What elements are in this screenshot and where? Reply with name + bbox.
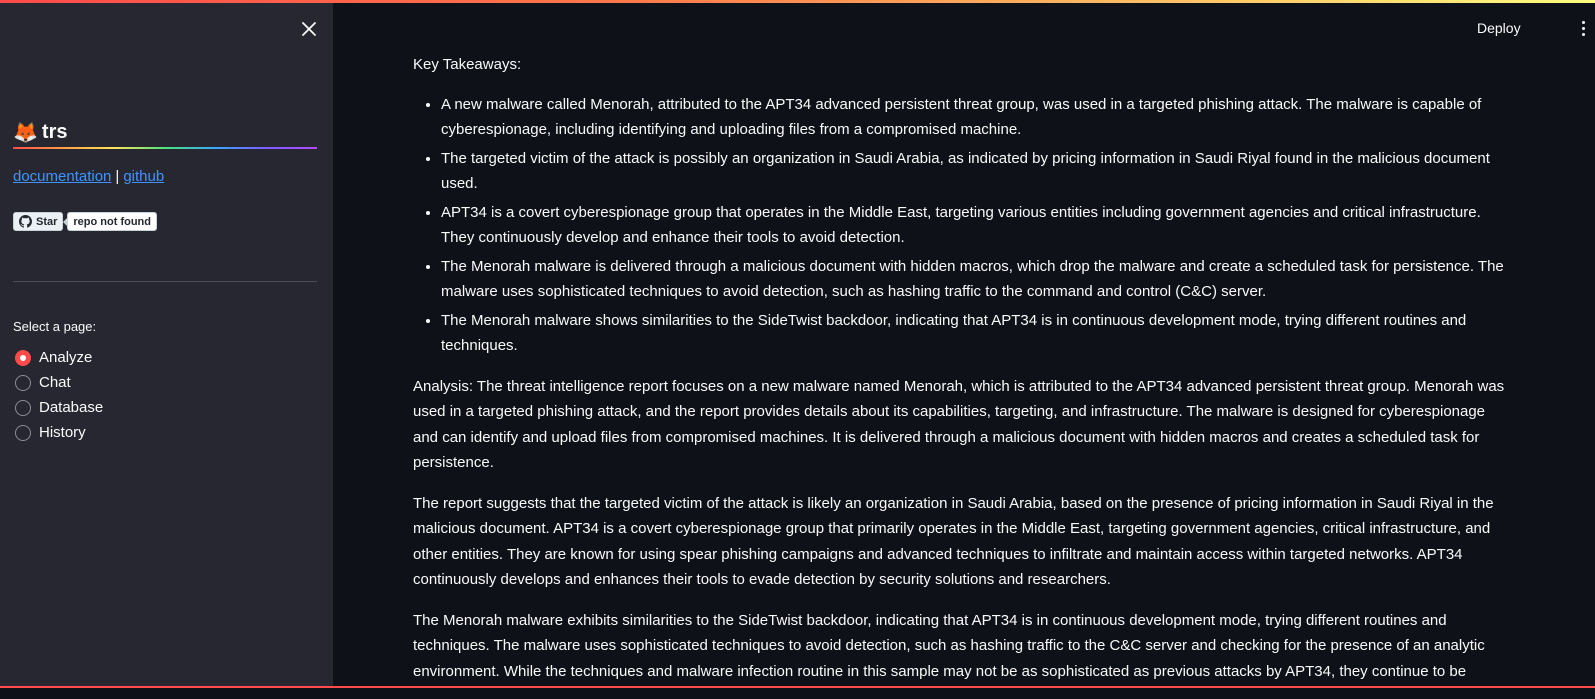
close-icon bbox=[302, 22, 316, 36]
fox-icon: 🦊 bbox=[13, 120, 38, 144]
github-icon bbox=[19, 215, 32, 228]
sidebar-brand bbox=[13, 114, 317, 150]
main-area bbox=[333, 0, 1595, 688]
analysis-paragraph-1: Analysis: The threat intelligence report focuses on a new malware named Menorah, which is attributed to the APT34 advanced persistent threat group. Menorah was used in a targeted phishing attack, and the report provides details about its capabilities, targeting, and infrastructure. The malware is designed for cyberespionage and can identify and upload files from compromised machines. It is delivered through a malicious document with hidden macros and creates a scheduled task for persistence. bbox=[413, 374, 1513, 476]
list-item: • The Menorah malware is delivered through a malicious document with hidden macros, which drop the malware and create a scheduled task for persistence. The malware uses sophisticated techniques to avoid detection, such as hashing traffic to the command and control (C&C) server. bbox=[441, 254, 1513, 305]
radio-unselected-icon bbox=[15, 400, 31, 416]
page-radio-group bbox=[15, 345, 103, 445]
key-takeaways-heading: Key Takeaways: bbox=[413, 52, 1513, 78]
rainbow-divider bbox=[13, 147, 317, 149]
radio-database[interactable] bbox=[15, 395, 103, 420]
sidebar bbox=[0, 0, 333, 688]
radio-label: Database bbox=[39, 399, 103, 416]
list-item: • A new malware called Menorah, attributed to the APT34 advanced persistent threat group, was used in a targeted phishing attack. The malware is capable of cyberespionage, including identifying and uploading files from a compromised machine. bbox=[441, 92, 1513, 143]
kebab-dot-icon bbox=[1582, 27, 1585, 30]
radio-analyze[interactable] bbox=[15, 345, 103, 370]
kebab-dot-icon bbox=[1582, 21, 1585, 24]
radio-history[interactable] bbox=[15, 420, 103, 445]
star-count[interactable]: repo not found bbox=[67, 212, 157, 231]
list-item: • The Menorah malware shows similarities to the SideTwist backdoor, indicating that APT34 is in continuous development mode, trying different routines and techniques. bbox=[441, 308, 1513, 359]
documentation-link[interactable]: documentation bbox=[13, 168, 111, 185]
report-content bbox=[413, 52, 1513, 699]
analysis-paragraph-3: The Menorah malware exhibits similarities to the SideTwist backdoor, indicating that APT34 is in continuous development mode, trying different routines and techniques. The malware uses sophisticated techniques to avoid detection, such as hashing traffic to the C&C server and checking for the presence of an analytic environment. While the techniques and malware infection routine in this sample may not be as sophisticated as previous attacks by APT34, they continue to be bbox=[413, 608, 1513, 685]
top-decoration-bar bbox=[0, 0, 1595, 3]
main-menu-button[interactable] bbox=[1575, 17, 1591, 39]
star-label: Star bbox=[36, 216, 57, 228]
sidebar-divider bbox=[13, 281, 317, 282]
list-item: • The targeted victim of the attack is possibly an organization in Saudi Arabia, as indicated by pricing information in Saudi Riyal found in the malicious document used. bbox=[441, 146, 1513, 197]
analysis-paragraph-2: The report suggests that the targeted victim of the attack is likely an organization in Saudi Arabia, based on the presence of pricing information in Saudi Riyal in the malicious document. APT34 is a covert cyberespionage group that primarily operates in the Middle East, targeting government agencies, critical infrastructure, and other entities. They are known for using spear phishing campaigns and advanced techniques to infiltrate and maintain access within targeted networks. APT34 continuously develops and enhances their tools to evade detection by security solutions and researchers. bbox=[413, 491, 1513, 593]
list-item: • APT34 is a covert cyberespionage group that operates in the Middle East, targeting various entities including government agencies and critical infrastructure. They continuously develop and enhance their tools to avoid detection. bbox=[441, 200, 1513, 251]
radio-selected-icon bbox=[15, 350, 31, 366]
page-select-label: Select a page: bbox=[13, 319, 96, 334]
radio-label: Chat bbox=[39, 374, 71, 391]
close-sidebar-button[interactable] bbox=[296, 16, 322, 42]
radio-chat[interactable] bbox=[15, 370, 103, 395]
takeaways-list bbox=[441, 92, 1513, 359]
radio-unselected-icon bbox=[15, 375, 31, 391]
github-star-button[interactable] bbox=[13, 212, 63, 231]
radio-label: History bbox=[39, 424, 86, 441]
sidebar-links bbox=[13, 168, 164, 185]
kebab-dot-icon bbox=[1582, 33, 1585, 36]
link-separator: | bbox=[115, 168, 119, 185]
brand-title: trs bbox=[42, 121, 68, 144]
radio-label: Analyze bbox=[39, 349, 92, 366]
github-link[interactable]: github bbox=[123, 168, 164, 185]
deploy-button[interactable]: Deploy bbox=[1469, 17, 1529, 39]
radio-unselected-icon bbox=[15, 425, 31, 441]
github-star-badge bbox=[13, 212, 157, 231]
